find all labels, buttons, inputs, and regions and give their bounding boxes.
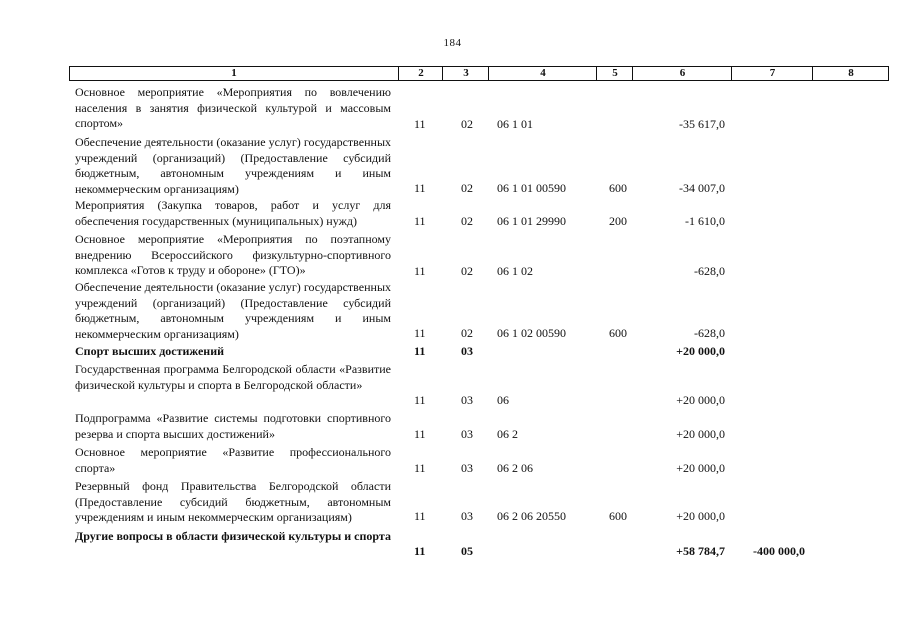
row-description: Обеспечение деятельности (оказание услуг) государственных учреждений (организаций) (Предоставление субсидий бюджетным, автономным учреждениям и иным некоммерческим организациям)	[75, 280, 391, 341]
row-col-3: 02	[461, 264, 473, 278]
header-col-7: 7	[731, 67, 813, 80]
row-col-4: 06	[497, 393, 509, 407]
table-row	[0, 362, 905, 411]
table-header	[69, 66, 889, 81]
page-number: 184	[443, 37, 462, 49]
row-col-2: 11	[414, 117, 426, 131]
row-col-3: 02	[461, 117, 473, 131]
row-col-4: 06 2 06 20550	[497, 509, 566, 523]
row-description: Другие вопросы в области физической культуры и спорта	[75, 529, 391, 543]
row-col-4: 06 2 06	[497, 461, 533, 475]
row-col-3: 02	[461, 214, 473, 228]
row-col-3: 03	[461, 393, 473, 407]
row-col-2: 11	[414, 544, 426, 558]
table-row	[0, 232, 905, 280]
row-col-4: 06 1 01	[497, 117, 533, 131]
row-description: Обеспечение деятельности (оказание услуг) государственных учреждений (организаций) (Предоставление субсидий бюджетным, автономным учреждениям и иным некоммерческим организациям)	[75, 135, 391, 196]
row-description: Спорт высших достижений	[75, 344, 225, 358]
row-col-4: 06 1 01 29990	[497, 214, 566, 228]
row-col-2: 11	[414, 427, 426, 441]
table-row	[0, 411, 905, 445]
table-row-section	[0, 529, 905, 563]
header-col-5: 5	[596, 67, 633, 80]
table-body	[0, 85, 905, 563]
header-col-3: 3	[442, 67, 489, 80]
row-col-5: 600	[609, 509, 627, 523]
table-row	[0, 445, 905, 479]
row-col-4: 06 1 02 00590	[497, 326, 566, 340]
table-row-section	[0, 344, 905, 362]
row-col-6: +20 000,0	[676, 393, 725, 407]
header-col-8: 8	[812, 67, 889, 80]
row-col-6: -628,0	[694, 264, 725, 278]
row-col-3: 05	[461, 544, 473, 558]
row-col-5: 200	[609, 214, 627, 228]
row-col-2: 11	[414, 461, 426, 475]
row-description: Основное мероприятие «Мероприятия по поэтапному внедрению Всероссийского физкультурно-спортивного комплекса «Готов к труду и обороне» (ГТО)»	[75, 232, 391, 277]
table-row	[0, 85, 905, 135]
row-description: Основное мероприятие «Мероприятия по вовлечению населения в занятия физической культурой и массовым спортом»	[75, 85, 391, 130]
row-description: Мероприятия (Закупка товаров, работ и услуг для обеспечения государственных (муниципальных) нужд)	[75, 198, 391, 228]
row-description: Подпрограмма «Развитие системы подготовки спортивного резерва и спорта высших достижений»	[75, 411, 391, 441]
row-col-3: 03	[461, 509, 473, 523]
row-col-2: 11	[414, 344, 426, 358]
row-col-6: -1 610,0	[685, 214, 725, 228]
table-row	[0, 198, 905, 232]
table-row	[0, 135, 905, 198]
row-col-6: -628,0	[694, 326, 725, 340]
row-col-6: -34 007,0	[679, 181, 725, 195]
row-col-3: 03	[461, 461, 473, 475]
row-col-7: -400 000,0	[753, 544, 805, 558]
table-row	[0, 479, 905, 529]
header-col-6: 6	[632, 67, 732, 80]
row-col-6: +20 000,0	[676, 427, 725, 441]
table-row	[0, 280, 905, 344]
row-col-4: 06 1 01 00590	[497, 181, 566, 195]
row-col-2: 11	[414, 214, 426, 228]
row-col-3: 02	[461, 326, 473, 340]
header-col-1: 1	[231, 67, 237, 79]
row-description: Основное мероприятие «Развитие профессионального спорта»	[75, 445, 391, 475]
row-col-3: 03	[461, 344, 473, 358]
row-col-4: 06 1 02	[497, 264, 533, 278]
row-col-6: +20 000,0	[676, 509, 725, 523]
row-col-6: +20 000,0	[676, 461, 725, 475]
row-col-2: 11	[414, 393, 426, 407]
row-col-2: 11	[414, 509, 426, 523]
row-col-2: 11	[414, 264, 426, 278]
row-col-4: 06 2	[497, 427, 518, 441]
row-col-5: 600	[609, 326, 627, 340]
row-col-5: 600	[609, 181, 627, 195]
row-col-3: 03	[461, 427, 473, 441]
row-col-6: +20 000,0	[676, 344, 725, 358]
row-col-6: +58 784,7	[676, 544, 725, 558]
header-col-2: 2	[398, 67, 443, 80]
row-description: Государственная программа Белгородской области «Развитие физической культуры и спорта в Белгородской области»	[75, 362, 391, 392]
row-col-2: 11	[414, 181, 426, 195]
row-description: Резервный фонд Правительства Белгородской области (Предоставление субсидий бюджетным, автономным учреждениям и иным некоммерческим организациям)	[75, 479, 391, 524]
row-col-6: -35 617,0	[679, 117, 725, 131]
row-col-2: 11	[414, 326, 426, 340]
header-col-4: 4	[488, 67, 597, 80]
row-col-3: 02	[461, 181, 473, 195]
